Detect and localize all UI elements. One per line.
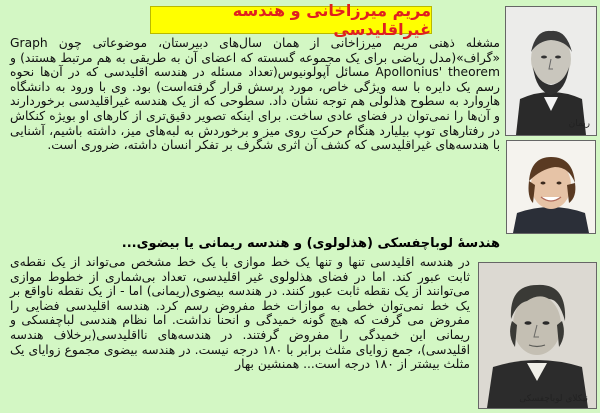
mirzakhani-portrait [506, 140, 596, 234]
riemann-portrait [505, 6, 597, 136]
lobachevsky-portrait-image [479, 263, 596, 408]
page-title: مریم میرزاخانی و هندسه غیراقلیدسی [150, 6, 432, 34]
riemann-portrait-image [506, 7, 596, 135]
geometry-paragraph: در هندسه اقلیدسی تنها و تنها یک خط موازی با یک خط مشخص می‌تواند از یک نقطه‌ی ثابت عبور کند. اما در فضای هذلولوی غیر اقلیدسی، تعداد بی‌شماری از خطوط موازی می‌توانند از یک نقطه ثابت عبور کنند. در هندسه بیضوی(ریمانی) اما - از یک نقطه ناواقع بر یک خط نمی‌توان خطی به موازات خط مفروض رسم کرد. هندسه اقلیدسی فضایی را مفروض می گرفت که هیچ گونه خمیدگی و انحنا نداشت. اما نظام هندسی لباچفسکی و ریمانی این خمیدگی را مفروض گرفتند. در هندسه‌های نااقلیدسی(برخلاف هندسه اقلیدسی)، جمع زوایای مثلث برابر با ۱۸۰ درجه نیست. در هندسه بیضوی مجموع زوایای یک مثلث بیشتر از ۱۸۰ درجه است... همنشین بهار [10, 255, 470, 372]
portrait-caption: نیکلای لوباچفسکی [519, 394, 588, 404]
section-heading: هندسهٔ لوباچفسکی (هذلولوی) و هندسه ریمانی یا بیضوی... [121, 236, 500, 251]
mirzakhani-portrait-image [507, 141, 595, 233]
portrait-caption: ریمان [568, 119, 590, 129]
lobachevsky-portrait [478, 262, 597, 409]
intro-paragraph: مشغله ذهنی مریم میرزاخانی از همان سال‌های دبیرستان، موضوعاتی چون Graph «گراف»(مدل ریاضی برای یک مجموعه گسسته که اعضای آن به طریقی به هم مرتبط هستند) و Apollonius' theorem مسائل آپولونیوس(تعداد مسئله در هندسه اقلیدسی که در آن‌ها نحوه رسم یک دایره با سه ویژگی خاص، مورد پرسش قرار گرفته‌است) بود. وی با ورود به دانشگاه هاروارد به سطوح هذلولی هم توجه نشان داد. سطوحی که از یک هندسه غیراقلیدسی برخوردارند و آن‌ها را نمی‌توان در فضای عادی ساخت. برای اینکه تصویر دقیق‌تری از کارهای او بویژه کنکاش در رفتارهای توپ بیلیارد هنگام حرکت روی میز و برخوردش به لبه‌های میز، داشته باشیم، آشنایی با هندسه‌های غیراقلیدسی که کشف آن اثری شگرف بر تفکر انسان داشته، ضروری است. [10, 36, 500, 153]
